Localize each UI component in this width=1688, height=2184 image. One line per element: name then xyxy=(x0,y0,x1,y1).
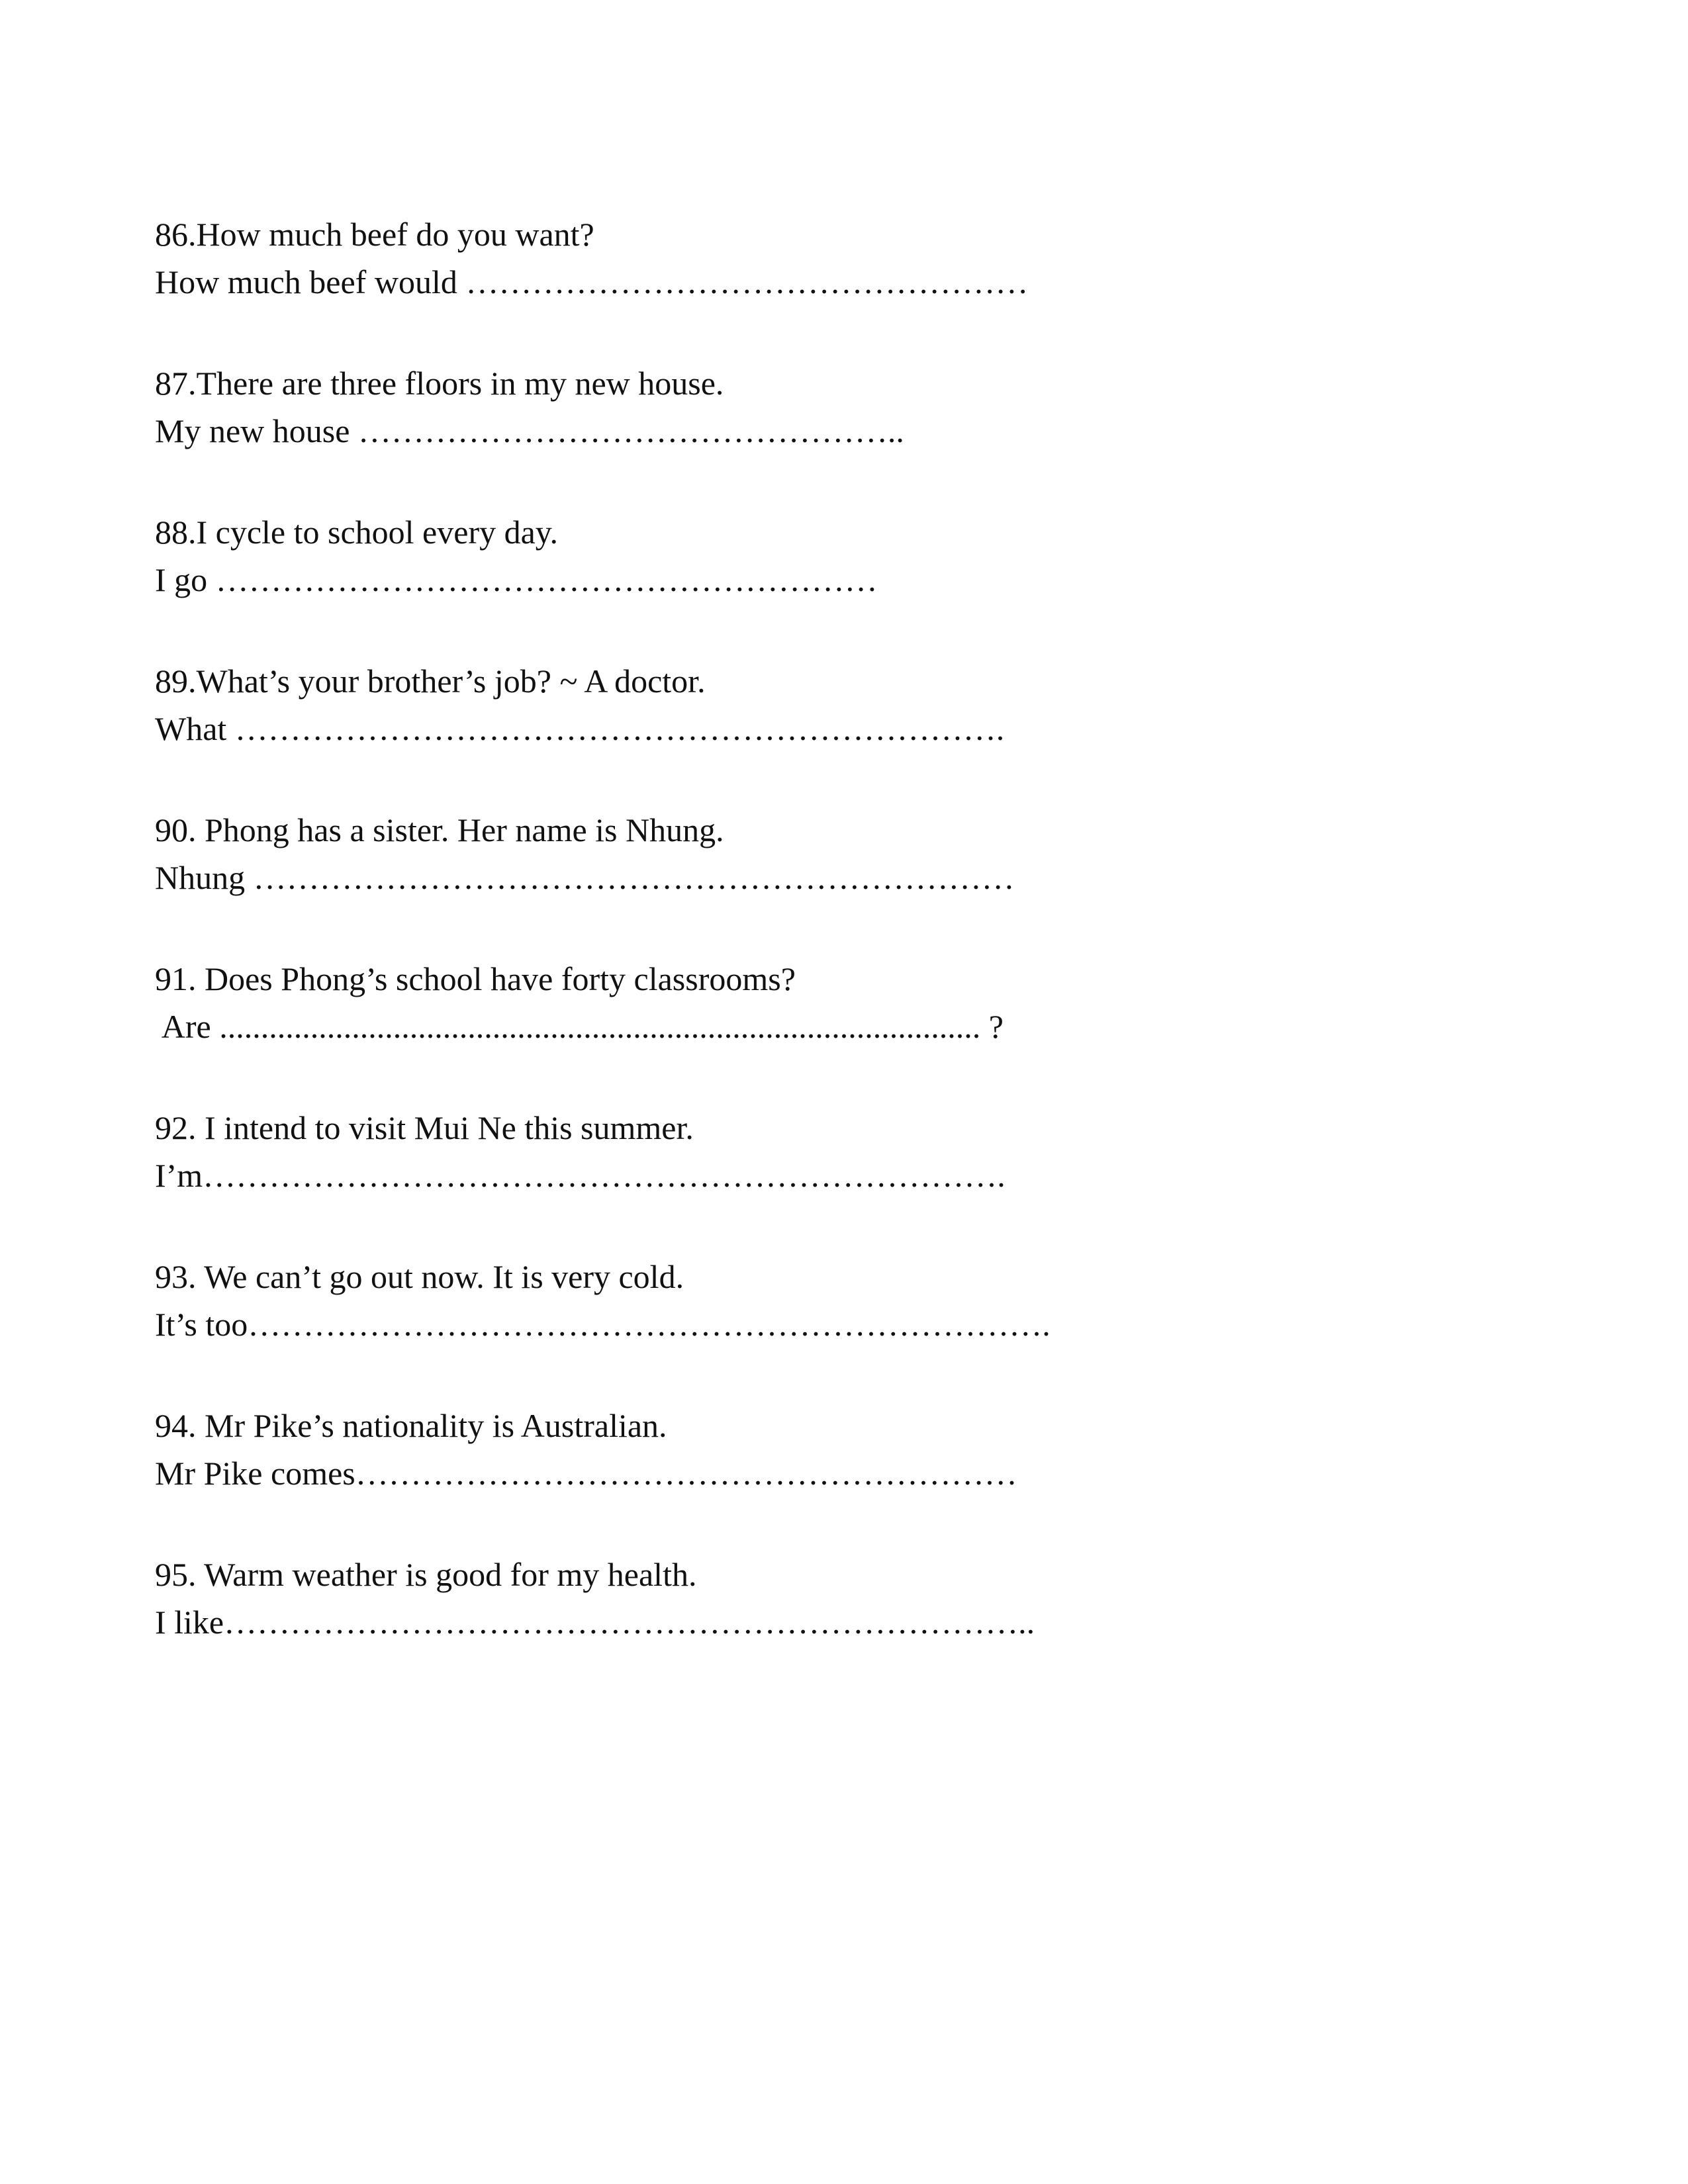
exercise-prompt: 88.I cycle to school every day. xyxy=(155,514,559,551)
exercise-92 xyxy=(155,1104,1479,1199)
exercise-prompt: 89.What’s your brother’s job? ~ A doctor. xyxy=(155,662,706,700)
exercise-answer-line: My new house ………………………………………….. xyxy=(155,412,904,449)
exercise-answer-line: Mr Pike comes…………………………………………………… xyxy=(155,1455,1017,1492)
exercise-87 xyxy=(155,359,1479,455)
exercise-answer-line: It’s too………………………………………………………………. xyxy=(155,1306,1051,1343)
exercise-prompt: 94. Mr Pike’s nationality is Australian. xyxy=(155,1407,667,1444)
exercise-answer-line: I like……………………………………………………………….. xyxy=(155,1604,1035,1641)
exercise-answer-line: I go …………………………………………………… xyxy=(155,561,878,598)
exercise-94 xyxy=(155,1402,1479,1497)
exercise-prompt: 95. Warm weather is good for my health. xyxy=(155,1556,697,1593)
exercise-prompt: 92. I intend to visit Mui Ne this summer. xyxy=(155,1109,694,1146)
exercise-95 xyxy=(155,1551,1479,1646)
exercise-86 xyxy=(155,210,1479,306)
exercise-prompt: 86.How much beef do you want? xyxy=(155,216,594,253)
exercise-answer-line: Are ............................................................................................ ? xyxy=(155,1008,1004,1045)
exercise-answer-line: What ……………………………………………………………. xyxy=(155,710,1005,747)
exercise-answer-line: I’m………………………………………………………………. xyxy=(155,1157,1006,1194)
exercise-88 xyxy=(155,508,1479,604)
exercise-answer-line: How much beef would …………………………………………… xyxy=(155,263,1029,300)
exercise-91 xyxy=(155,955,1479,1050)
exercise-prompt: 90. Phong has a sister. Her name is Nhung. xyxy=(155,811,724,848)
exercise-89 xyxy=(155,657,1479,752)
exercise-90 xyxy=(155,806,1479,901)
exercise-93 xyxy=(155,1253,1479,1348)
exercise-prompt: 87.There are three floors in my new house. xyxy=(155,365,724,402)
exercise-prompt: 93. We can’t go out now. It is very cold. xyxy=(155,1258,684,1295)
exercise-answer-line: Nhung …………………………………………………………… xyxy=(155,859,1015,896)
exercise-prompt: 91. Does Phong’s school have forty classrooms? xyxy=(155,960,796,997)
